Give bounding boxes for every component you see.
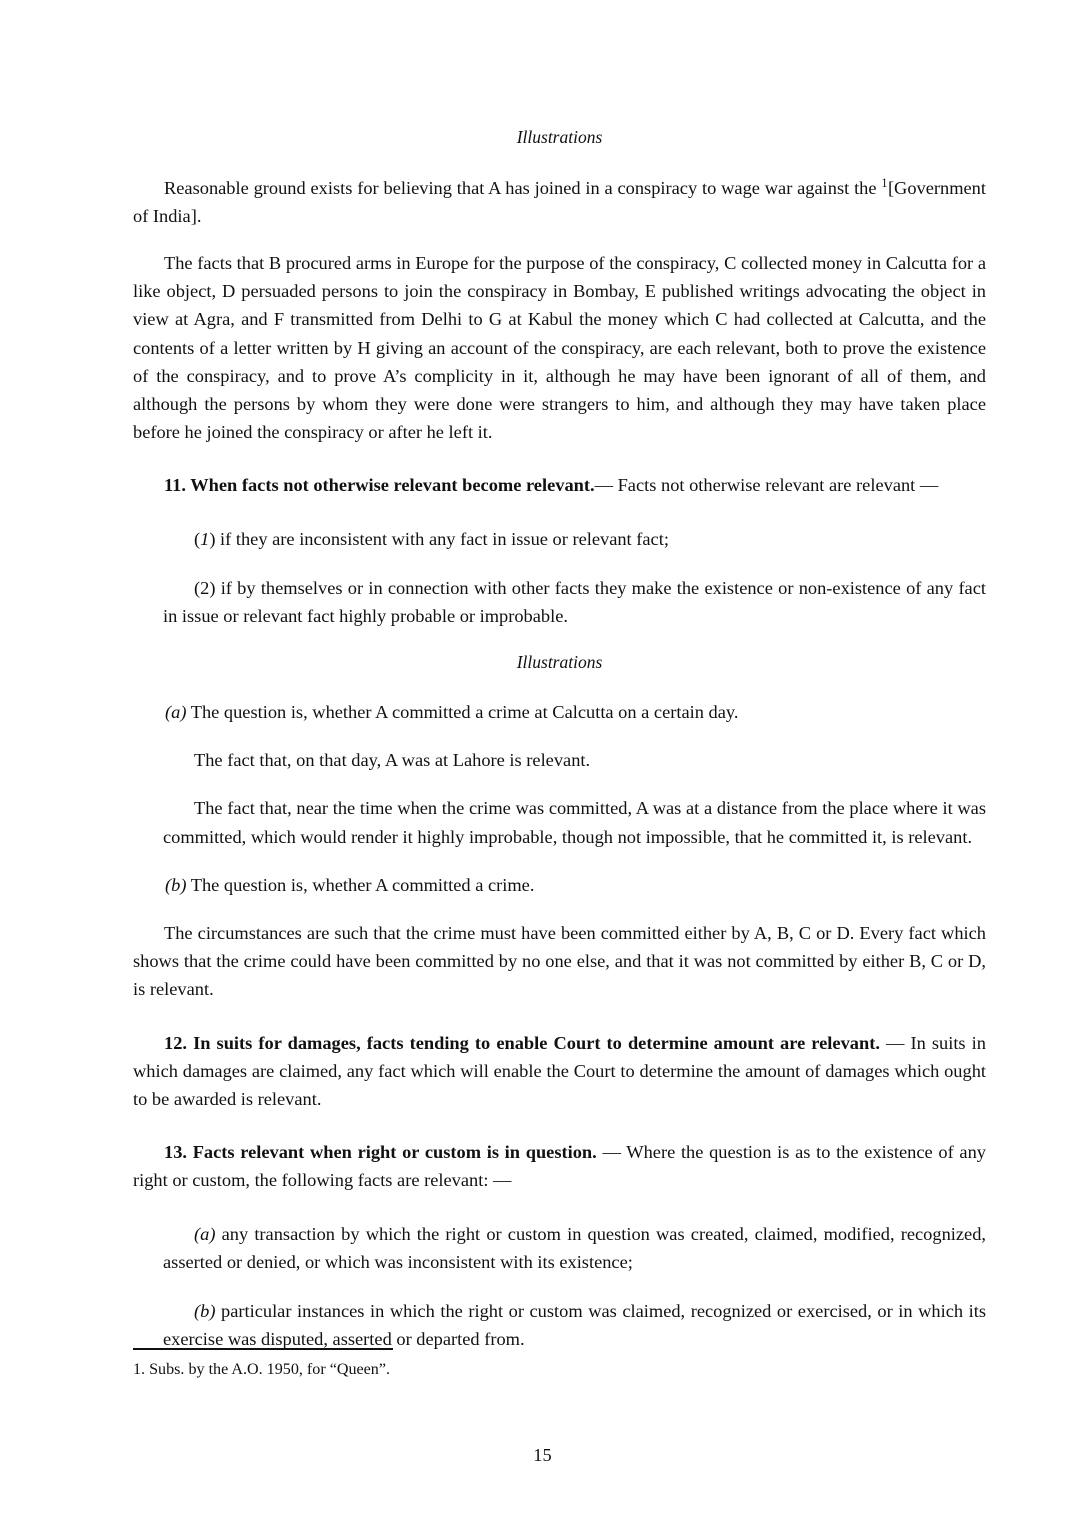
- section-12-number: 12.: [164, 1032, 187, 1053]
- footnote-1: 1. Subs. by the A.O. 1950, for “Queen”.: [133, 1361, 391, 1378]
- clause-text-b: particular instances in which the right or custom was claimed, recognized or exercised, or in which its exercise was disputed, asserted or departed from.: [163, 1300, 986, 1350]
- section-11-illustration-a-sub-2: The fact that, near the time when the crime was committed, A was at a distance from the place where it was committed, which would render it highly improbable, though not impossible, that he committed it, is relevant.: [163, 798, 986, 847]
- section-12-title-text: In suits for damages, facts tending to enable Court to determine amount are relevant.: [193, 1032, 880, 1053]
- section-12-lead: In suits in which damages are claimed, any fact which will enable the Court to determine the amount of damages which ought to be awarded is relevant.: [133, 1032, 986, 1109]
- section-11-title: [186, 475, 595, 495]
- section-11-lead: Facts not otherwise relevant are relevant —: [612, 475, 939, 496]
- section-13-number: 13.: [164, 1142, 187, 1163]
- section-13-paragraph: [133, 1138, 986, 1194]
- clause-text-a: any transaction by which the right or custom in question was created, claimed, modified, recognized, asserted or denied, or which was inconsistent with its existence;: [163, 1223, 986, 1272]
- illustration-label-a: (a): [165, 701, 187, 722]
- footnote-reference-marker[interactable]: 1: [881, 175, 888, 190]
- illustration-text-pre: Reasonable ground exists for believing that A has joined in a conspiracy to wage war against the: [164, 177, 882, 198]
- section-13-clause-a: [133, 1220, 986, 1276]
- section-11-illustration-a: [133, 698, 986, 726]
- footnote-separator-rule: [133, 1348, 393, 1350]
- section-11-illustration-b-explanation: The circumstances are such that the crime must have been committed either by A, B, C or D. Every fact which shows that the crime could have been committed by no one else, and that it was not committed by either B, C or D, is relevant.: [133, 922, 986, 1000]
- section-11-dash: —: [594, 475, 613, 496]
- section-13-dash: —: [596, 1142, 627, 1163]
- illustration-text-post: [Government of India].: [133, 177, 986, 226]
- clause-label-a: (a): [194, 1223, 216, 1244]
- clause-label-number: 1: [200, 528, 210, 549]
- section-12-paragraph: [133, 1029, 986, 1114]
- section-11-clause-2: [133, 574, 986, 630]
- section-11-illustration-a-sub-1: The fact that, on that day, A was at Lahore is relevant.: [194, 750, 591, 771]
- section-13-lead: Where the question is as to the existence of any right or custom, the following facts are relevant: —: [133, 1142, 986, 1191]
- section-11-title-text: When facts not otherwise relevant become relevant.: [190, 475, 595, 496]
- section-11-heading-paragraph: [133, 471, 986, 499]
- footnote-zone: [133, 1348, 986, 1381]
- clause-text: if they are inconsistent with any fact in issue or relevant fact;: [215, 528, 669, 549]
- clause-label: (1): [194, 528, 216, 549]
- section-11-clause-1: [133, 525, 986, 553]
- illustration-text-b: The question is, whether A committed a crime.: [186, 874, 535, 895]
- clause-label-number: 2: [200, 577, 210, 598]
- page-number: 15: [533, 1445, 552, 1465]
- clause-text: if by themselves or in connection with other facts they make the existence or non-existence of any fact in issue or relevant fact highly probable or improbable.: [163, 577, 986, 627]
- section-13-clause-b: [133, 1297, 986, 1353]
- illustrations-heading-1: Illustrations: [516, 127, 603, 147]
- section-11-number: 11.: [164, 475, 186, 496]
- section-12-title: [187, 1033, 880, 1053]
- illustration-text-a: The question is, whether A committed a crime at Calcutta on a certain day.: [186, 701, 739, 722]
- section-13-title-text: Facts relevant when right or custom is in question.: [192, 1142, 597, 1163]
- illustration-paragraph-conspiracy-2: The facts that B procured arms in Europe for the purpose of the conspiracy, C collected money in Calcutta for a like object, D persuaded persons to join the conspiracy in Bombay, E published writings advocating the object in view at Agra, and F transmitted from Delhi to G at Kabul the money which C had collected at Calcutta, and the contents of a letter written by H giving an account of the conspiracy, are each relevant, both to prove the existence of the conspiracy, and to prove A’s complicity in it, although he may have been ignorant of all of them, and although the persons by whom they were done were strangers to him, and although they may have taken place before he joined the conspiracy or after he left it.: [133, 253, 986, 443]
- clause-label-b: (b): [194, 1300, 216, 1321]
- section-11-illustration-b: [133, 871, 986, 899]
- clause-label: (2): [194, 577, 216, 598]
- illustration-label-b: (b): [165, 874, 187, 895]
- illustration-paragraph-conspiracy-1: [133, 174, 986, 230]
- section-13-title: [187, 1142, 597, 1162]
- illustrations-heading-2: Illustrations: [516, 652, 603, 673]
- page-content: [133, 126, 986, 1374]
- section-12-dash: —: [879, 1032, 911, 1053]
